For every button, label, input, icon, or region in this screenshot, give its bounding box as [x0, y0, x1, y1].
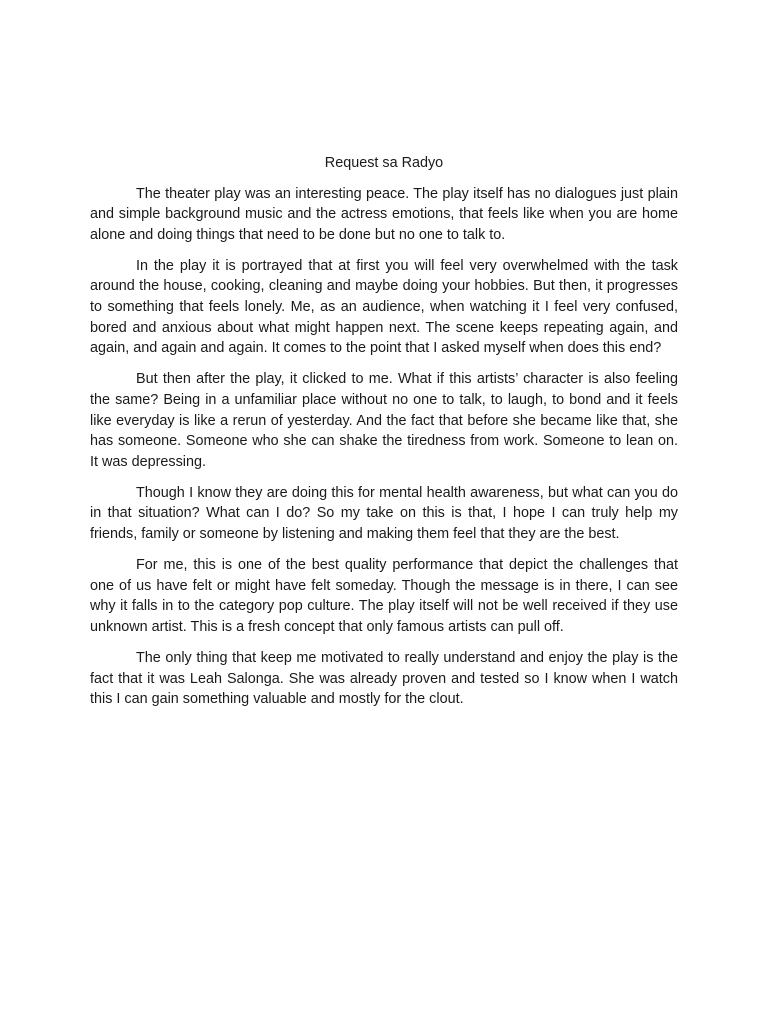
paragraph-2: In the play it is portrayed that at first you will feel very overwhelmed with the task around the house, cooking, cleaning and maybe doing your hobbies. But then, it progresses to something that feels lonely. Me, as an audience, when watching it I feel very confused, bored and anxious about what might happen next. The scene keeps repeating again, and again, and again and again. It comes to the point that I asked myself when does this end? — [90, 257, 678, 357]
paragraph-4: Though I know they are doing this for mental health awareness, but what can you do in that situation? What can I do? So my take on this is that, I hope I can truly help my friends, family or someone by listening and making them feel that they are the best. — [90, 484, 678, 542]
paragraph-6: The only thing that keep me motivated to really understand and enjoy the play is the fact that it was Leah Salonga. She was already proven and tested so I know when I watch this I can gain something valuable and mostly for the clout. — [90, 649, 678, 708]
document-title: Request sa Radyo — [324, 155, 444, 171]
document-body — [90, 153, 678, 720]
paragraph-1: The theater play was an interesting peace. The play itself has no dialogues just plain and simple background music and the actress emotions, that feels like when you are home alone and doing things that need to be done but no one to talk to. — [90, 185, 678, 243]
paragraph-5: For me, this is one of the best quality performance that depict the challenges that one of us have felt or might have felt someday. Though the message is in there, I can see why it falls in to the category pop culture. The play itself will not be well received if they use unknown artist. This is a fresh concept that only famous artists can pull off. — [90, 557, 678, 635]
paragraph-3: But then after the play, it clicked to me. What if this artists’ character is also feeling the same? Being in a unfamiliar place without no one to talk, to laugh, to bond and it feels like everyday is like a rerun of yesterday. And the fact that before she became like that, she has someone. Someone who she can shake the tiredness from work. Someone to lean on. It was depressing. — [90, 371, 678, 470]
